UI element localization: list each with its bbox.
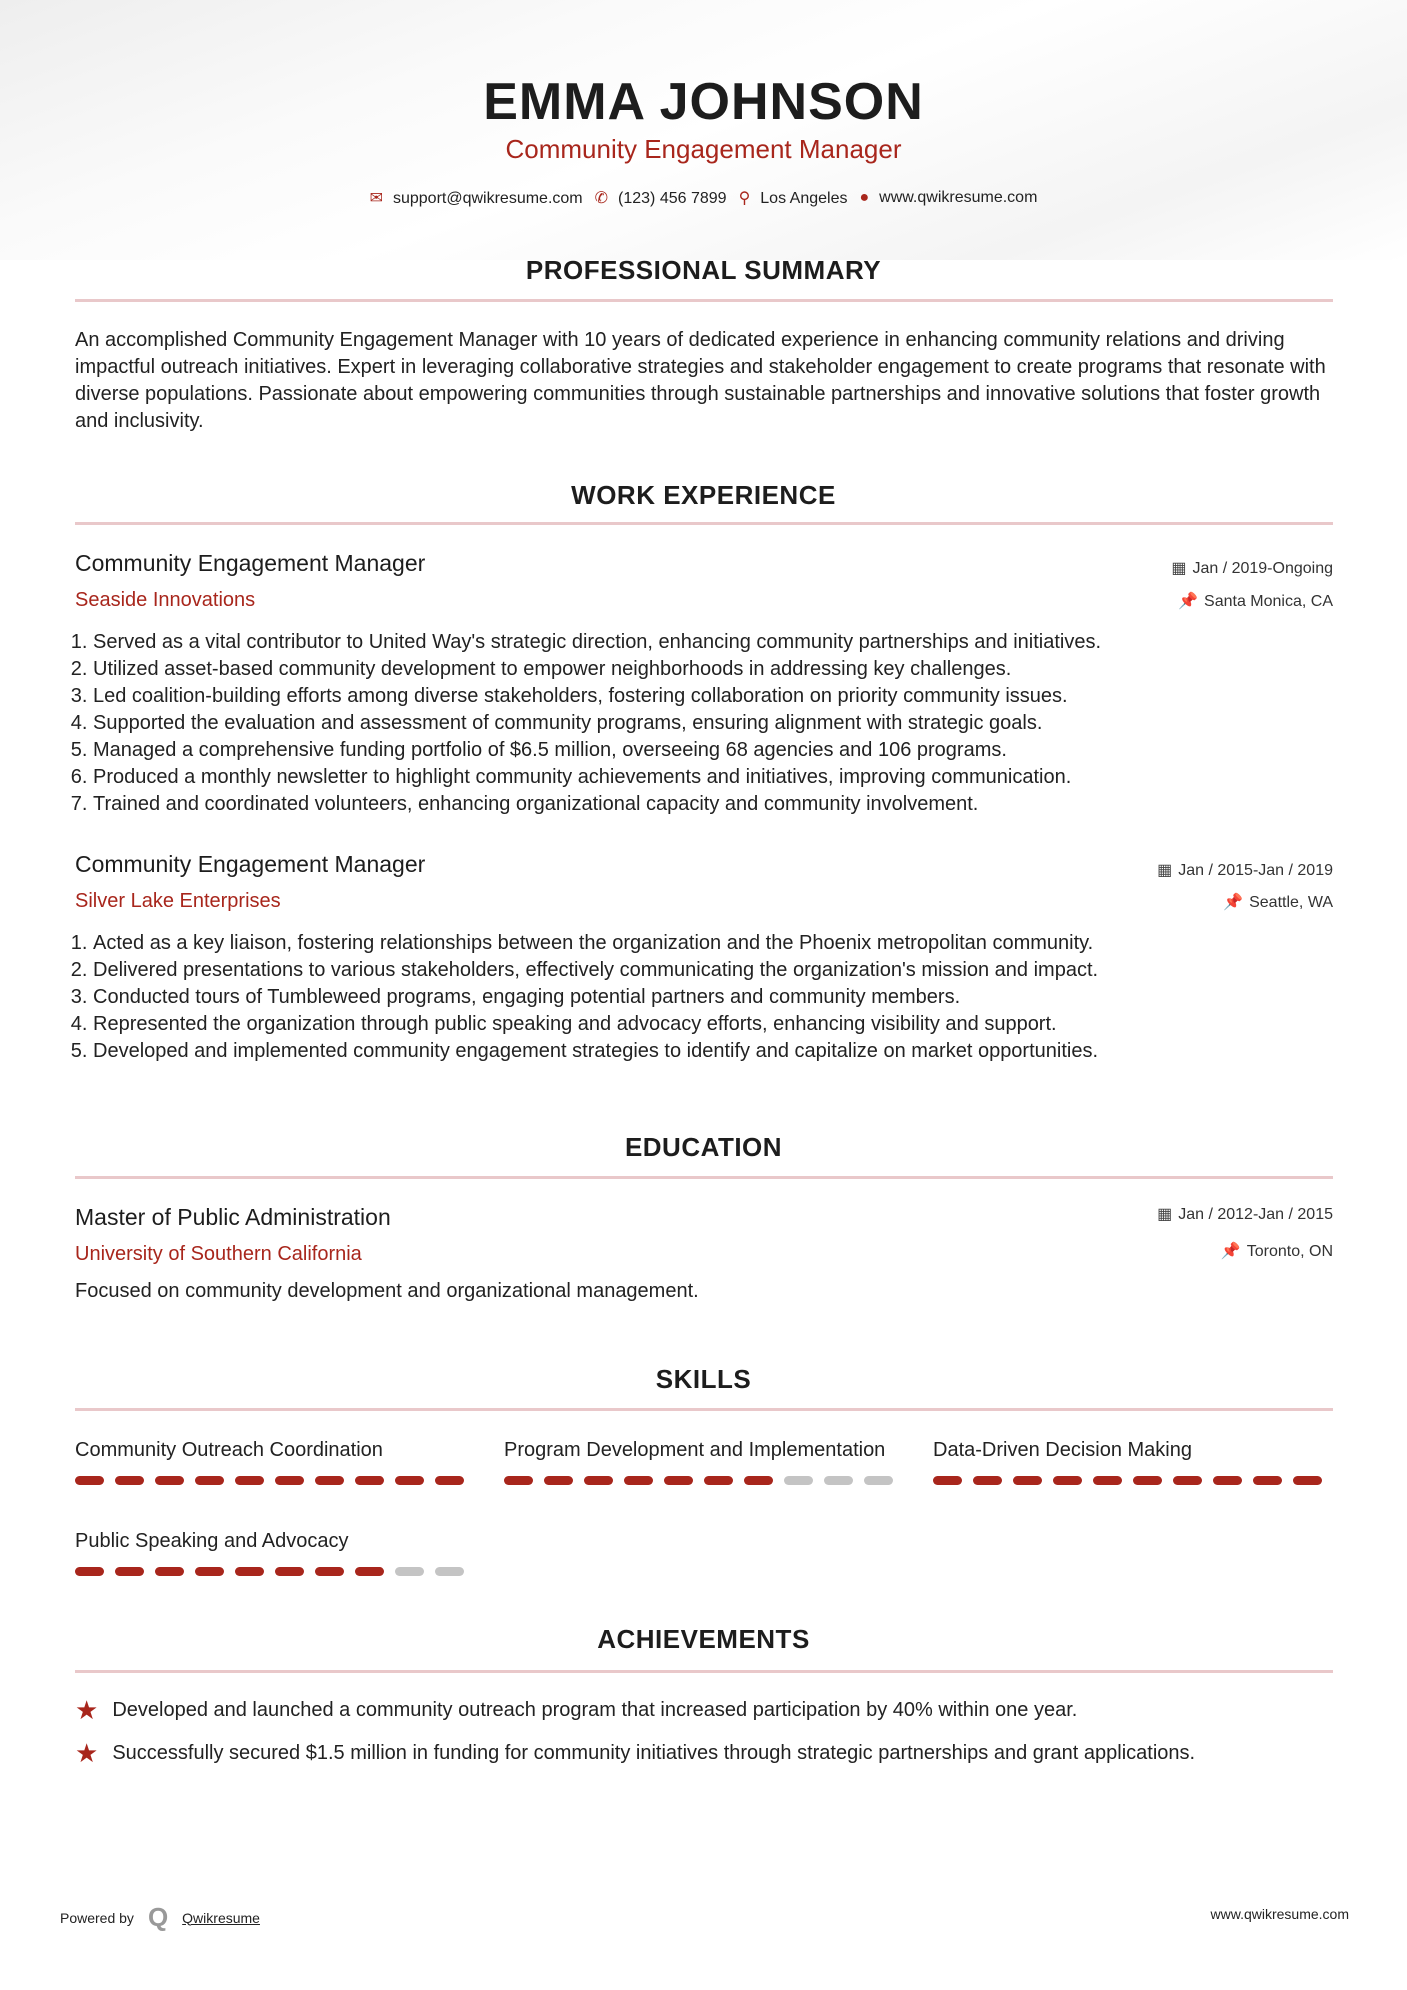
skill-dot	[315, 1567, 344, 1576]
calendar-icon: ▦	[1157, 1206, 1173, 1223]
skill-name: Public Speaking and Advocacy	[75, 1530, 349, 1552]
calendar-icon: ▦	[1157, 862, 1173, 879]
divider	[75, 299, 1333, 302]
skill-dot	[544, 1476, 573, 1485]
skill-dot	[235, 1476, 264, 1485]
skill-dot	[195, 1476, 224, 1485]
job-dates: Jan / 2019-Ongoing	[1192, 560, 1333, 577]
job-dates: Jan / 2015-Jan / 2019	[1178, 862, 1333, 879]
list-item: 5. Managed a comprehensive funding portfolio of $6.5 million, overseeing 68 agencies and 106 programs.	[93, 737, 1333, 764]
skill-dot	[355, 1476, 384, 1485]
job-company: Seaside Innovations	[75, 589, 256, 611]
phone-icon: ✆	[594, 190, 609, 207]
skill-dot	[155, 1476, 184, 1485]
candidate-name: EMMA JOHNSON	[483, 73, 924, 131]
list-item: 4. Supported the evaluation and assessment of community programs, ensuring alignment with strategic goals.	[93, 710, 1333, 737]
brand-link[interactable]: Qwikresume	[182, 1909, 260, 1926]
achievement-text: Developed and launched a community outreach program that increased participation by 40% within one year.	[112, 1699, 1078, 1721]
pin-icon: 📌	[1220, 1243, 1241, 1260]
pin-icon: 📌	[1223, 894, 1244, 911]
list-item: 5. Developed and implemented community engagement strategies to identify and capitalize on market opportunities.	[93, 1038, 1333, 1065]
skill-dot	[973, 1476, 1002, 1485]
achievements-heading: ACHIEVEMENTS	[597, 1624, 810, 1654]
skill-item	[75, 1528, 475, 1576]
skill-dot	[824, 1476, 853, 1485]
skill-rating	[504, 1476, 904, 1485]
list-item: 2. Utilized asset-based community development to empower neighborhoods in addressing key challenges.	[93, 656, 1333, 683]
job-title: Community Engagement Manager	[75, 550, 426, 576]
work-heading: WORK EXPERIENCE	[571, 480, 836, 510]
skill-dot	[275, 1476, 304, 1485]
job-company: Silver Lake Enterprises	[75, 890, 281, 912]
skill-dot	[1133, 1476, 1162, 1485]
skill-item	[75, 1437, 475, 1485]
star-icon: ★	[75, 1695, 99, 1725]
skill-dot	[864, 1476, 893, 1485]
education-location: Toronto, ON	[1246, 1243, 1333, 1260]
skill-dot	[1173, 1476, 1202, 1485]
list-item: 1. Acted as a key liaison, fostering relationships between the organization and the Phoenix metropolitan community.	[93, 930, 1333, 957]
globe-icon: ●	[859, 189, 870, 206]
list-item: 4. Represented the organization through public speaking and advocacy efforts, enhancing visibility and support.	[93, 1011, 1333, 1038]
job-location: Santa Monica, CA	[1204, 593, 1333, 610]
skill-dot	[624, 1476, 653, 1485]
skill-dot	[504, 1476, 533, 1485]
qwikresume-logo-icon: Q	[147, 1902, 169, 1932]
skill-item	[504, 1437, 904, 1485]
list-item: 2. Delivered presentations to various stakeholders, effectively communicating the organization's mission and impact.	[93, 957, 1333, 984]
achievement-text: Successfully secured $1.5 million in funding for community initiatives through strategic partnerships and grant applications.	[112, 1742, 1196, 1764]
skill-dot	[1093, 1476, 1122, 1485]
divider	[75, 522, 1333, 525]
school: University of Southern California	[75, 1243, 362, 1265]
skill-dot	[933, 1476, 962, 1485]
pin-icon: 📌	[1178, 593, 1199, 610]
skill-dot	[784, 1476, 813, 1485]
powered-by-label: Powered by	[60, 1909, 134, 1926]
skill-dot	[435, 1567, 464, 1576]
phone: (123) 456 7899	[618, 190, 727, 207]
list-item: 6. Produced a monthly newsletter to highlight community achievements and initiatives, improving communication.	[93, 764, 1333, 791]
skill-item	[933, 1437, 1333, 1485]
skill-name: Community Outreach Coordination	[75, 1439, 383, 1461]
contact-bar	[0, 188, 1407, 208]
summary-text: An accomplished Community Engagement Manager with 10 years of dedicated experience in enhancing community relations and driving impactful outreach initiatives. Expert in leveraging collaborative strategies and stakeholder engagement to create programs that resonate with diverse populations. Passionate about empowering communities through sustainable partnerships and innovative solutions that foster growth and inclusivity.	[75, 329, 1326, 432]
skill-dot	[75, 1567, 104, 1576]
education-heading: EDUCATION	[624, 1132, 783, 1162]
job-title: Community Engagement Manager	[75, 851, 426, 877]
job-location: Seattle, WA	[1249, 894, 1333, 911]
skill-dot	[395, 1567, 424, 1576]
skill-dot	[1293, 1476, 1322, 1485]
skill-dot	[115, 1476, 144, 1485]
skill-rating	[933, 1476, 1333, 1485]
skill-name: Data-Driven Decision Making	[933, 1439, 1192, 1461]
skills-heading: SKILLS	[655, 1364, 752, 1394]
list-item: 7. Trained and coordinated volunteers, enhancing organizational capacity and community involvement.	[93, 791, 1333, 818]
skill-dot	[664, 1476, 693, 1485]
email-icon: ✉	[369, 190, 383, 207]
job-bullets	[75, 629, 1333, 818]
skill-dot	[315, 1476, 344, 1485]
skill-dot	[704, 1476, 733, 1485]
skill-dot	[355, 1567, 384, 1576]
map-pin-icon: ⚲	[738, 190, 751, 207]
list-item: 1. Served as a vital contributor to United Way's strategic direction, enhancing community partnerships and initiatives.	[93, 629, 1333, 656]
footer-website[interactable]: www.qwikresume.com	[1210, 1906, 1349, 1922]
job-bullets	[75, 930, 1333, 1065]
skill-name: Program Development and Implementation	[504, 1439, 886, 1461]
skill-rating	[75, 1567, 475, 1576]
summary-heading: PROFESSIONAL SUMMARY	[525, 255, 882, 285]
skill-dot	[1053, 1476, 1082, 1485]
skill-dot	[235, 1567, 264, 1576]
divider	[75, 1176, 1333, 1179]
website[interactable]: www.qwikresume.com	[879, 189, 1038, 206]
achievement-item	[75, 1738, 1195, 1769]
education-description: Focused on community development and organizational management.	[75, 1280, 699, 1302]
skill-dot	[115, 1567, 144, 1576]
skill-dot	[75, 1476, 104, 1485]
divider	[75, 1408, 1333, 1411]
candidate-title: Community Engagement Manager	[505, 134, 902, 164]
divider	[75, 1670, 1333, 1673]
star-icon: ★	[75, 1738, 99, 1768]
list-item: 3. Led coalition-building efforts among diverse stakeholders, fostering collaboration on priority community issues.	[93, 683, 1333, 710]
skill-dot	[1013, 1476, 1042, 1485]
education-dates: Jan / 2012-Jan / 2015	[1178, 1206, 1333, 1223]
skill-dot	[584, 1476, 613, 1485]
skill-dot	[155, 1567, 184, 1576]
skill-rating	[75, 1476, 475, 1485]
location: Los Angeles	[760, 190, 848, 207]
achievement-item	[75, 1695, 1077, 1726]
skill-dot	[744, 1476, 773, 1485]
skill-dot	[395, 1476, 424, 1485]
skill-dot	[195, 1567, 224, 1576]
degree: Master of Public Administration	[75, 1204, 391, 1230]
calendar-icon: ▦	[1171, 560, 1187, 577]
skill-dot	[275, 1567, 304, 1576]
skill-dot	[435, 1476, 464, 1485]
skill-dot	[1213, 1476, 1242, 1485]
list-item: 3. Conducted tours of Tumbleweed programs, engaging potential partners and community members.	[93, 984, 1333, 1011]
skill-dot	[1253, 1476, 1282, 1485]
email[interactable]: support@qwikresume.com	[392, 190, 583, 207]
